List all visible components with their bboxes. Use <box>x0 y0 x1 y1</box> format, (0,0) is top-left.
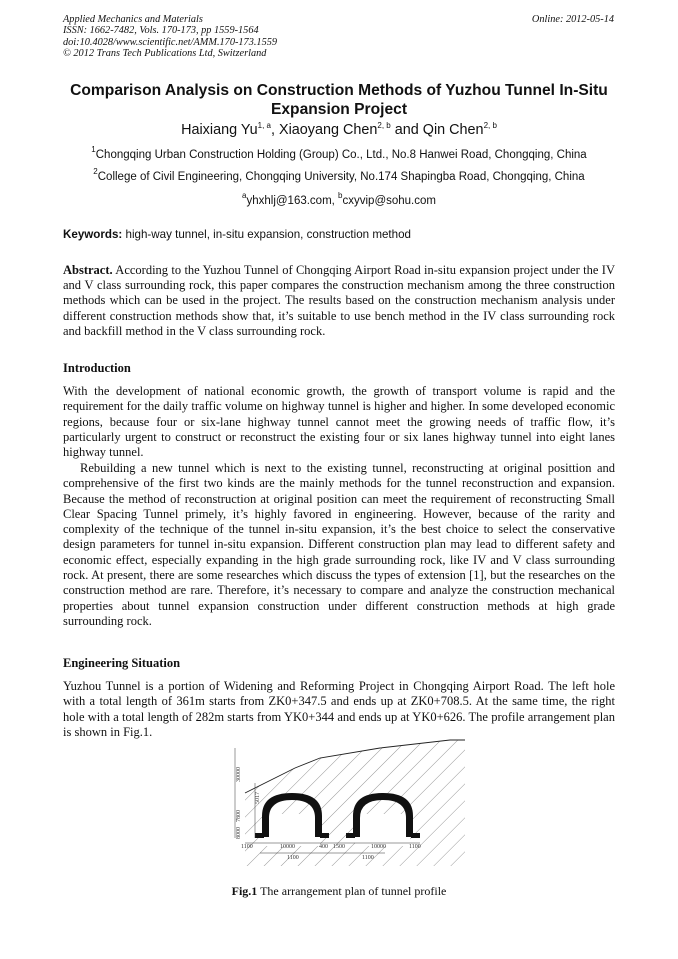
online-date: Online: 2012-05-14 <box>531 14 614 25</box>
author-name: Xiaoyang Chen <box>278 122 378 138</box>
abstract <box>63 263 615 339</box>
abstract-label: Abstract. <box>63 263 113 277</box>
author-separator: and <box>390 122 423 138</box>
left-tunnel-clear <box>265 814 320 846</box>
issn-line: ISSN: 1662-7482, Vols. 170-173, pp 1559-1564 <box>63 25 259 37</box>
intro-paragraph-2: Rebuilding a new tunnel which is next to the existing tunnel, reconstructing at original posittion and comprehensive of the first two kinds are the mainly methods for the tunnel reconstruction and expansion. Because the method of reconstruction at original position can meet the requirement of reconstructing Small Clear Spacing Tunnel primely, it’s highly favored in engineering. However, because of the rarity and complexity of the technique of the tunnel in-situ expansion, it’s the best choice to select the conservative design parameters for tunnel in-situ expansion. Different construction plan may lead to different safety and economic effect, especially expanding in the high grade surrounding rock, like IV and V class surrounding rock. At present, there are some researches which discuss the types of extension [1], but the researches on the construction method are rare. Therefore, it’s necessary to compare and analyze the construction mechanical properties about tunnel expansion construction under different construction methods at high grade surrounding rock. <box>63 461 615 628</box>
dim-label-vertical: 8000 <box>236 827 242 839</box>
figure-caption-label: Fig.1 <box>231 884 258 898</box>
figure-caption <box>40 884 638 899</box>
keywords-label: Keywords: <box>63 228 123 241</box>
email-b: cxyvip@sohu.com <box>342 195 436 207</box>
doi-line: doi:10.4028/www.scientific.net/AMM.170-173.1559 <box>63 36 278 48</box>
intro-paragraph-1: With the development of national economic growth, the growth of transport volume is rapid and the requirement for the daily traffic volume on highway tunnel is higher and higher. In some developed economic regions, because four or six-lane highway tunnel cannot meet the growing needs of traffic flow, it’s particularly urgent to construct or reconstruct the existing four or six lanes highway tunnel into eight lanes highway tunnel. <box>63 384 615 460</box>
author-sup: 1, a <box>257 121 271 130</box>
dim-label-vertical: 30000 <box>236 767 242 782</box>
left-tunnel-footing <box>320 833 329 838</box>
paper-title: Comparison Analysis on Construction Methods of Yuzhou Tunnel In-Situ Expansion Project <box>70 82 608 118</box>
engineering-paragraph-1: Yuzhou Tunnel is a portion of Widening and Reforming Project in Chongqing Airport Road. The left hole with a total length of 361m starts from ZK0+347.5 and ends up at ZK0+708.5. At the same time, the right hole with a total length of 282m starts from YK0+344 and ends up at YK0+626. The profile arrangement plan is shown in Fig.1. <box>63 679 615 739</box>
dim-label: 1100 <box>287 855 299 861</box>
dim-label: 10000 <box>280 844 295 850</box>
keywords <box>63 228 615 241</box>
author-list <box>40 122 638 138</box>
left-tunnel-footing <box>255 833 264 838</box>
email-sup: a <box>242 191 247 200</box>
figure-caption-text: The arrangement plan of tunnel profile <box>257 884 447 898</box>
section-heading-engineering: Engineering Situation <box>63 656 181 670</box>
dim-label: 400 <box>319 844 328 850</box>
affiliation-sup: 1 <box>91 145 96 154</box>
author-emails <box>40 191 638 207</box>
abstract-text: According to the Yuzhou Tunnel of Chongqing Airport Road in-situ expansion project under the IV and V class surrounding rock, this paper compares the construction mechanism among the three construction methods which can be used in the project. The results based on the construction mechanism analysis under different construction methods show that, it’s suitable to use bench method in the IV class surrounding rock and backfill method in the V class surrounding rock. <box>63 263 615 338</box>
dim-label: 1100 <box>409 844 421 850</box>
affiliation-2 <box>40 167 638 183</box>
author-sup: 2, b <box>377 121 391 130</box>
affiliation-text: College of Civil Engineering, Chongqing University, No.174 Shapingba Road, Chongqing, China <box>97 171 585 183</box>
email-a: yhxhlj@163.com, <box>246 195 339 207</box>
dim-label: 1100 <box>241 844 253 850</box>
author-name: Qin Chen <box>422 122 484 138</box>
right-tunnel-footing <box>346 833 355 838</box>
author-separator: , <box>270 122 279 138</box>
affiliation-1 <box>40 145 638 161</box>
tunnel-profile-figure <box>205 738 475 878</box>
affiliation-text: Chongqing Urban Construction Holding (Group) Co., Ltd., No.8 Hanwei Road, Chongqing, China <box>95 149 587 161</box>
author-sup: 2, b <box>483 121 497 130</box>
dim-label: 1100 <box>362 855 374 861</box>
section-heading-introduction: Introduction <box>63 361 131 375</box>
right-tunnel-footing <box>411 833 420 838</box>
dim-label: 10000 <box>371 844 386 850</box>
journal-name: Applied Mechanics and Materials <box>63 14 203 25</box>
author-name: Haixiang Yu <box>181 122 258 138</box>
dim-label: 1500 <box>333 844 345 850</box>
email-sup: b <box>338 191 343 200</box>
dim-label-vertical: 5017 <box>255 792 261 804</box>
affiliation-sup: 2 <box>93 167 98 176</box>
copyright-line: © 2012 Trans Tech Publications Ltd, Switzerland <box>63 47 267 59</box>
right-tunnel-clear <box>355 814 410 846</box>
journal-header <box>63 14 277 59</box>
dim-label-vertical: 7800 <box>236 810 242 822</box>
keywords-text: high-way tunnel, in-situ expansion, construction method <box>122 228 411 241</box>
